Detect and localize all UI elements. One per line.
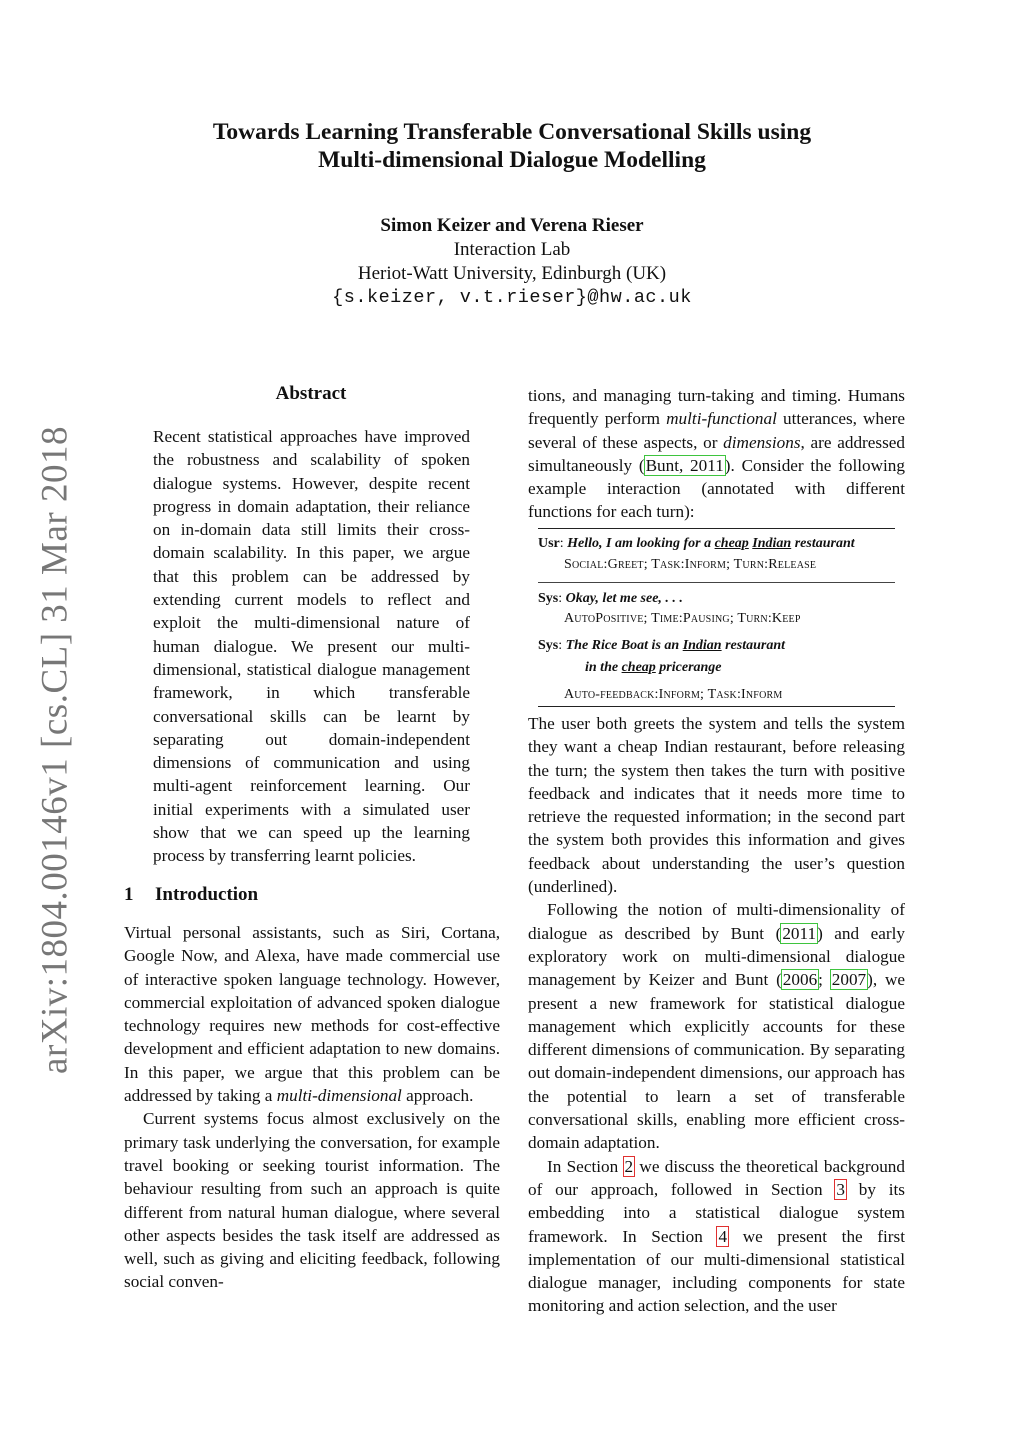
title-line-1: Towards Learning Transferable Conversational Skills using <box>212 119 812 145</box>
sys-tags-2: Auto-feedback:Inform; Task:Inform <box>564 687 783 702</box>
abstract-text: Recent statistical approaches have improved the robustness and scalability of spoken dialogue systems. However, despite recent progress in domain adaptation, their reliance on in-domain data still limits their cross-domain scalability. In this paper, we argue that this problem can be addressed by extending current models to reflect and exploit the multi-dimensional nature of human dialogue. We present our multi-dimensional, statistical dialogue management framework, in which transferable conversational skills can be learnt by separating out domain-independent dimensions of communication and using multi-agent reinforcement learning. Our initial experiments with a simulated user show that we can speed up the learning process by transferring learnt policies. <box>153 427 470 866</box>
section-ref-link[interactable]: 4 <box>718 1226 728 1246</box>
top-rule <box>538 528 895 529</box>
right-column-body <box>528 712 905 1318</box>
usr-turn: Usr: Hello, I am looking for a cheap Indian restaurant <box>538 536 855 551</box>
right-paragraph-1: tions, and managing turn-taking and timing. Humans frequently perform multi-functional utterances, where several of these aspects, or dimensions, are addressed simultaneously (Bunt, 2011). Consider the following example interaction (annotated with different functions for each turn): <box>528 386 906 522</box>
author-block <box>0 214 1024 310</box>
bottom-rule <box>538 706 895 707</box>
introduction-body <box>124 921 500 1294</box>
title-line-2: Multi-dimensional Dialogue Modelling <box>318 147 706 173</box>
sys-turn-2: Sys: The Rice Boat is an Indian restaurant <box>538 638 786 653</box>
right-paragraph-2: The user both greets the system and tells the system they want a cheap Indian restaurant, before releasing the turn; the system then takes the turn with positive feedback and indicates that it needs more time to retrieve the requested information; in the second part the system both provides this information and gives feedback about understanding the user’s question (underlined). <box>528 714 905 897</box>
right-paragraph-4: In Section 2 we discuss the theoretical background of our approach, followed in Section 3 by its embedding into a statistical dialogue system framework. In Section 4 we present the first implementation of our multi-dimensional statistical dialogue manager, including components for state monitoring and action selection, and the user <box>528 1156 905 1316</box>
citation-link[interactable]: Bunt, 2011 <box>645 455 724 475</box>
paper-title <box>0 118 1024 174</box>
usr-tags: Social:Greet; Task:Inform; Turn:Release <box>564 557 817 572</box>
affiliation-university: Heriot-Watt University, Edinburgh (UK) <box>357 263 667 284</box>
sys-turn-1: Sys: Okay, let me see, . . . <box>538 591 683 606</box>
section-ref-link[interactable]: 3 <box>836 1179 845 1199</box>
abstract-body <box>153 425 470 868</box>
affiliation-lab: Interaction Lab <box>453 239 571 260</box>
section-title: Introduction <box>155 884 259 905</box>
emphasis: multi-dimensional <box>276 1086 402 1106</box>
arxiv-stamp: arXiv:1804.00146v1 [cs.CL] 31 Mar 2018 <box>34 426 76 1074</box>
right-paragraph-3: Following the notion of multi-dimensionality of dialogue as described by Bunt (2011) and early exploratory work on multi-dimensional dialogue management by Keizer and Bunt (2006; 2007), we present a new framework for statistical dialogue management which explicitly accounts for these different dimensions of communication. By separating out domain-independent dimensions, our approach has the potential to learn a set of transferable conversational skills, enabling more efficient cross-domain adaptation. <box>528 900 906 1153</box>
citation-link[interactable]: 2011 <box>782 923 817 943</box>
right-column-top <box>528 384 905 524</box>
author-names: Simon Keizer and Verena Rieser <box>380 215 644 236</box>
divider <box>538 582 895 583</box>
abstract-heading: Abstract <box>275 383 347 404</box>
intro-paragraph-2: Current systems focus almost exclusively on the primary task underlying the conversation, for example travel booking or seeking tourist information. The behaviour resulting from such an approach is quite different from natural human dialogue, where several other aspects besides the task itself are addressed as well, such as giving and eliciting feedback, following social conven- <box>124 1109 500 1292</box>
citation-link[interactable]: 2006 <box>782 970 818 990</box>
author-email: {s.keizer, v.t.rieser}@hw.ac.uk <box>332 287 692 308</box>
section-heading-introduction <box>124 884 258 906</box>
section-number: 1 <box>124 884 134 905</box>
citation-link[interactable]: 2007 <box>831 970 867 990</box>
section-ref-link[interactable]: 2 <box>624 1156 634 1176</box>
example-dialogue <box>538 528 895 707</box>
sys-tags-1: AutoPositive; Time:Pausing; Turn:Keep <box>564 611 801 626</box>
sys-turn-2-cont: in the cheap pricerange <box>585 660 722 675</box>
intro-paragraph-1: Virtual personal assistants, such as Siri, Cortana, Google Now, and Alexa, have made commercial use of interactive spoken language technology. However, commercial exploitation of advanced spoken dialogue technology requires new methods for cost-effective development and efficient adaptation to new domains. In this paper, we argue that this problem can be addressed by taking a multi-dimensional approach. <box>124 923 500 1106</box>
